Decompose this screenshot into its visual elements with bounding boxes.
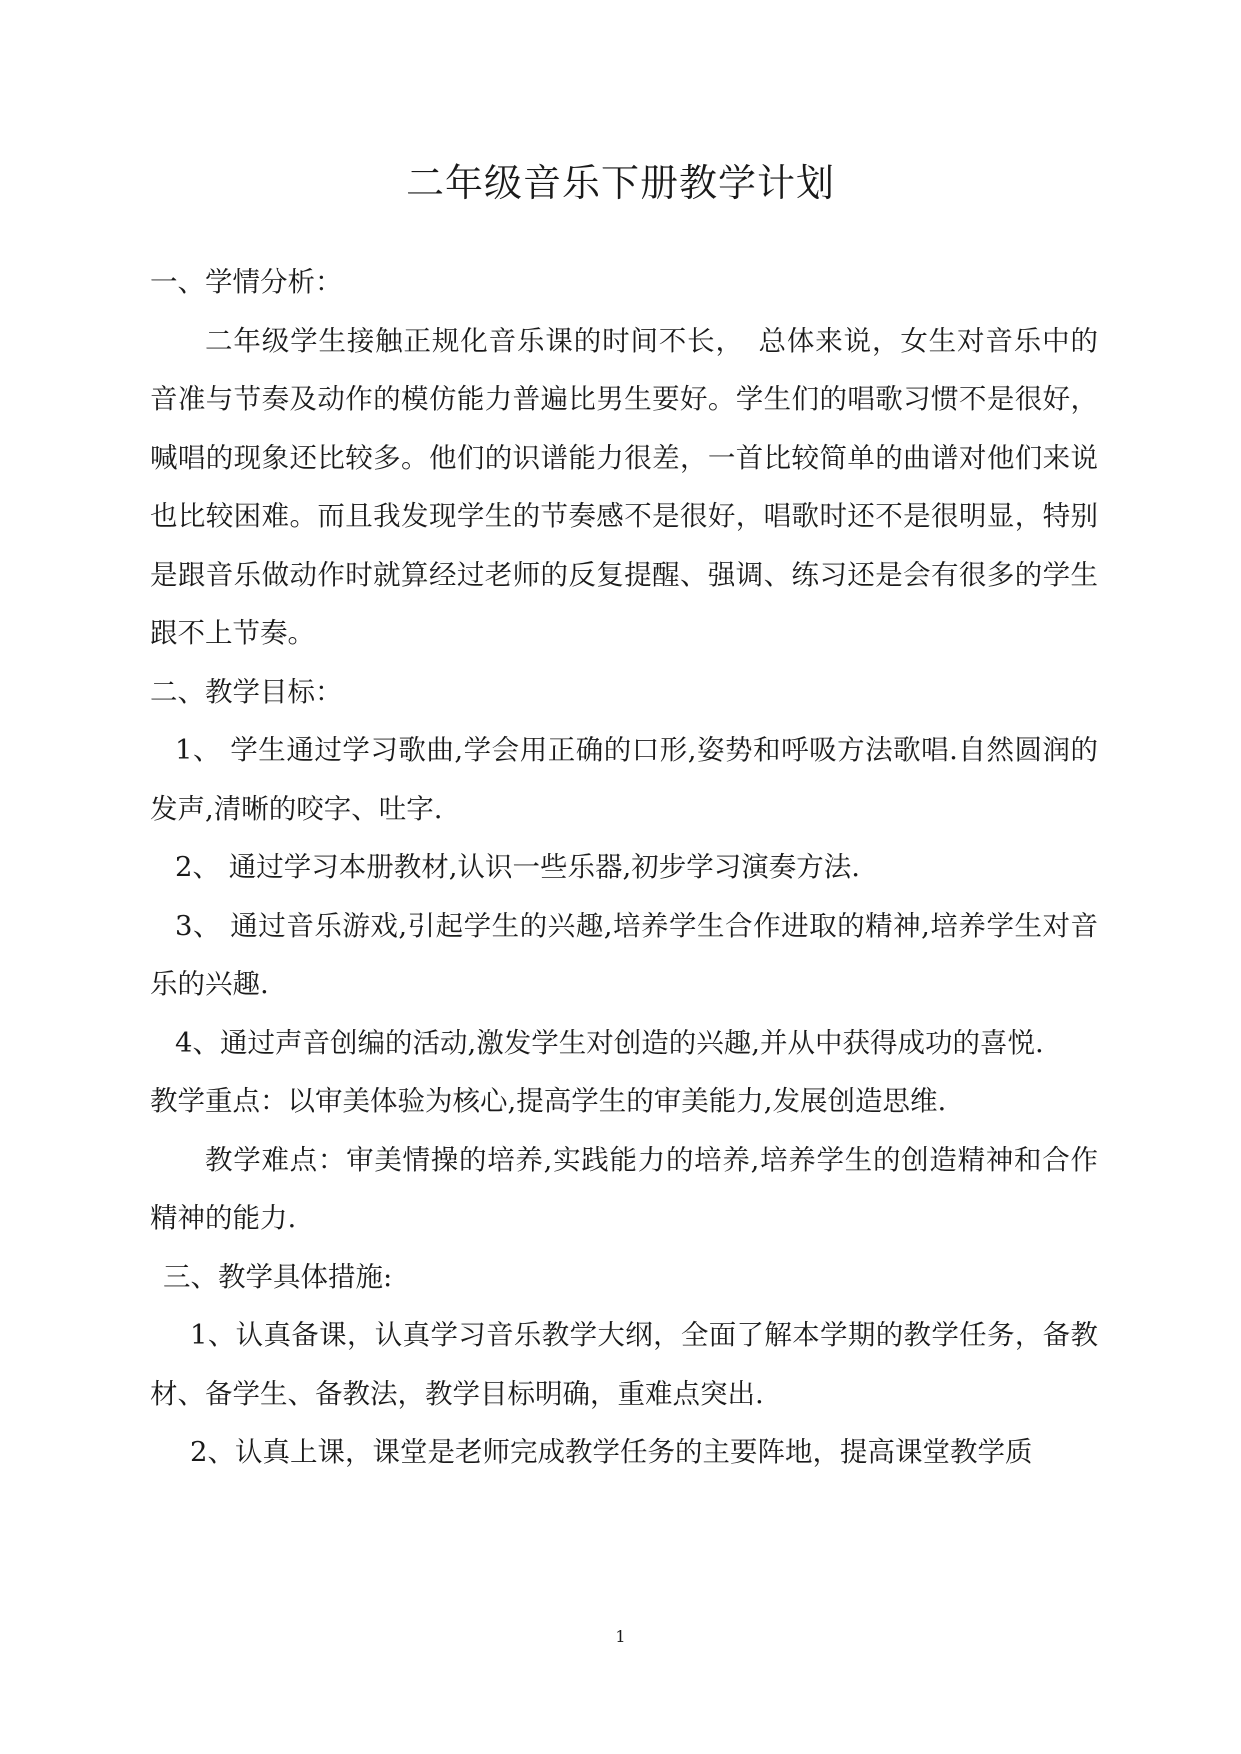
goal-item-1: 1、 学生通过学习歌曲,学会用正确的口形,姿势和呼吸方法歌唱.自然圆润的发声,清晰的咬字、吐字. xyxy=(150,734,1098,825)
section-heading-measures: 三、教学具体措施: xyxy=(163,1260,393,1293)
section-heading-goals: 二、教学目标： xyxy=(150,675,343,708)
measure-item-2: 2、认真上课，课堂是老师完成教学任务的主要阵地，提高课堂教学质 xyxy=(190,1436,1033,1468)
goal-item-2: 2、 通过学习本册教材,认识一些乐器,初步学习演奏方法. xyxy=(175,851,860,883)
difficult-point: 教学难点：审美情操的培养,实践能力的培养,培养学生的创造精神和合作精神的能力. xyxy=(150,1143,1098,1234)
goal-item-3: 3、 通过音乐游戏,引起学生的兴趣,培养学生合作进取的精神,培养学生对音乐的兴趣. xyxy=(150,909,1098,1000)
page-title: 二年级音乐下册教学计划 xyxy=(405,161,835,205)
page-number: 1 xyxy=(615,1627,626,1646)
section-heading-analysis: 一、学情分析： xyxy=(150,266,343,298)
key-point: 教学重点：以审美体验为核心,提高学生的审美能力,发展创造思维. xyxy=(150,1085,947,1117)
analysis-paragraph: 二年级学生接触正规化音乐课的时间不长， 总体来说，女生对音乐中的音准与节奏及动作的模仿能力普遍比男生要好。学生们的唱歌习惯不是很好，喊唱的现象还比较多。他们的识谱能力很差，一首比较简单的曲谱对他们来说也比较困难。而且我发现学生的节奏感不是很好，唱歌时还不是很明显，特别是跟音乐做动作时就算经过老师的反复提醒、强调、练习还是会有很多的学生跟不上节奏。 xyxy=(150,324,1098,649)
goal-item-4: 4、通过声音创编的活动,激发学生对创造的兴趣,并从中获得成功的喜悦. xyxy=(175,1026,1044,1059)
document-body xyxy=(150,253,1098,1482)
measure-item-1: 1、认真备课，认真学习音乐教学大纲，全面了解本学期的教学任务，备教材、备学生、备教法，教学目标明确，重难点突出. xyxy=(150,1319,1098,1410)
